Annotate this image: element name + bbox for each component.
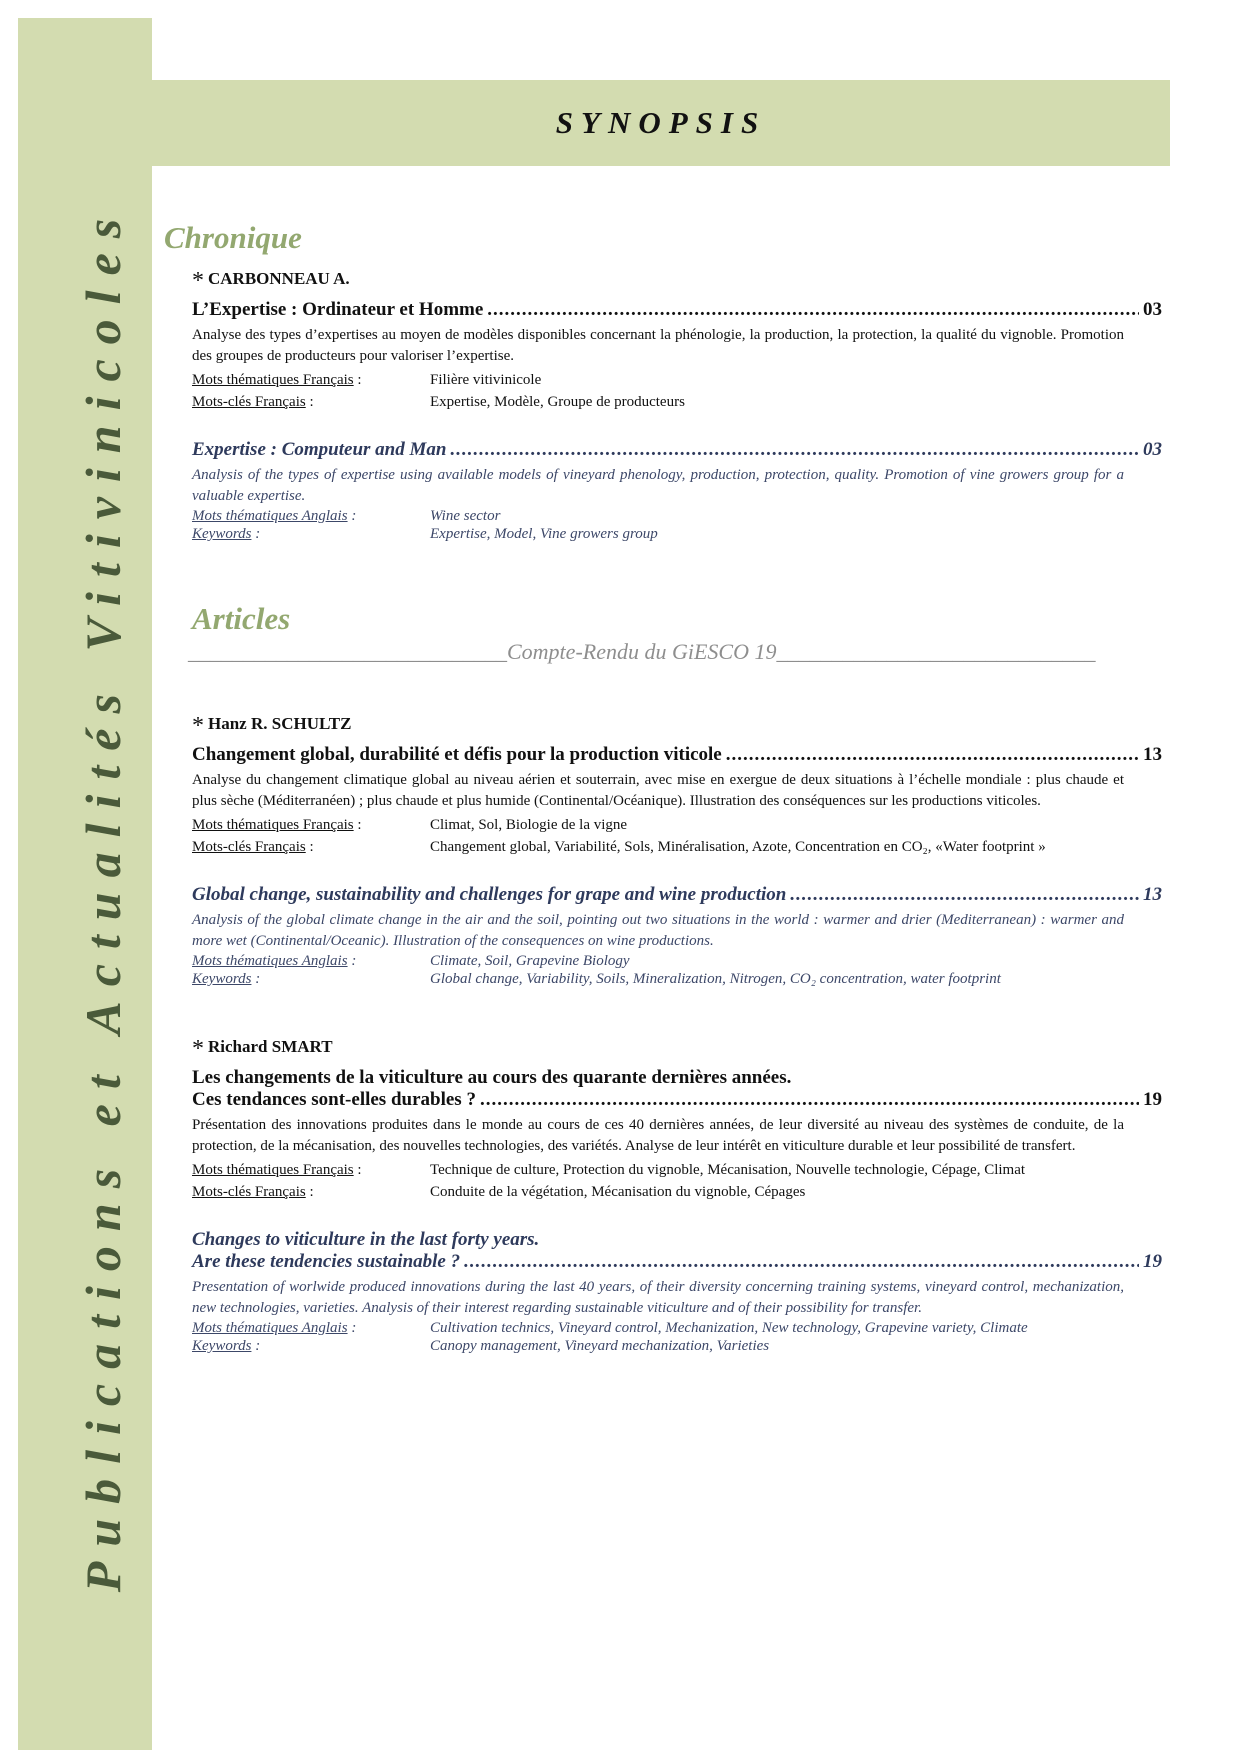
themes-row: Mots thématiques Français : Technique de culture, Protection du vignoble, Mécanisation, Nouvelle technologie, Cépage, Climat bbox=[192, 1162, 1026, 1178]
subsection-heading: _____________________________Compte-Rendu du GiESCO 19_____________________________ bbox=[188, 639, 1096, 664]
chronique-entry bbox=[192, 268, 1162, 543]
entry-summary: Analyse des types d’expertises au moyen de modèles disponibles concernant la phénologie, la production, la protection, la qualité du vignoble. Promotion des groupes de producteurs pour valoriser l’expertise. bbox=[192, 327, 1124, 364]
page-number: 03 bbox=[1143, 439, 1162, 460]
keywords-row-english: Keywords : Expertise, Model, Vine growers group bbox=[192, 526, 658, 542]
entry-title[interactable]: Ces tendances sont-elles durables ? ..... 19 bbox=[192, 1089, 1162, 1111]
section-heading-articles: Articles bbox=[192, 601, 291, 636]
entry-author: * Hanz R. SCHULTZ bbox=[192, 713, 352, 739]
english-block bbox=[192, 884, 1162, 988]
entry-title-first-line[interactable]: Les changements de la viticulture au cours des quarante dernières années. bbox=[192, 1067, 792, 1088]
synopsis-banner bbox=[152, 80, 1170, 166]
keywords-row: Mots-clés Français : Expertise, Modèle, Groupe de producteurs bbox=[192, 394, 685, 410]
dot-leader bbox=[726, 744, 1139, 766]
synopsis-content bbox=[164, 220, 1162, 1355]
sidebar-band bbox=[18, 18, 152, 1750]
keywords-row: Mots-clés Français : Changement global, Variabilité, Sols, Minéralisation, Azote, Concentration en CO₂, «Water footprint » bbox=[192, 839, 1046, 855]
articles-section bbox=[188, 601, 1162, 1355]
entry-title[interactable]: L’Expertise : Ordinateur et Homme ..... 03 bbox=[192, 299, 1162, 321]
page-number: 19 bbox=[1143, 1089, 1162, 1110]
section-heading-chronique: Chronique bbox=[164, 220, 302, 255]
dot-leader bbox=[487, 299, 1139, 321]
entry-title-english[interactable]: Are these tendencies sustainable ? ..... 19 bbox=[192, 1251, 1162, 1273]
article-entry bbox=[192, 1036, 1162, 1355]
keywords-row-english: Keywords : Global change, Variability, Soils, Mineralization, Nitrogen, CO₂ concentration, water footprint bbox=[192, 971, 1001, 987]
entry-summary: Présentation des innovations produites dans le monde au cours de ces 40 dernières années, de leur diversité au niveau des systèmes de conduite, de la protection, de la mécanisation, des nouvelles technologies, des variétés. Analyse de leur intérêt en viticulture durable et leur possibilité de transfert. bbox=[192, 1117, 1124, 1154]
page-number: 19 bbox=[1143, 1251, 1162, 1272]
asterisk-bullet: * bbox=[192, 1036, 204, 1062]
page-number: 03 bbox=[1143, 299, 1162, 320]
english-block bbox=[192, 1229, 1162, 1355]
french-block bbox=[192, 744, 1162, 856]
entry-title-english[interactable]: Expertise : Computeur and Man ..... 03 bbox=[192, 439, 1162, 461]
themes-row-english: Mots thématiques Anglais : Climate, Soil, Grapevine Biology bbox=[192, 953, 630, 969]
entry-summary: Analyse du changement climatique global au niveau aérien et souterrain, avec mise en exergue de deux situations à l’échelle mondiale : plus chaude et plus sèche (Méditerranéen) ; plus chaude et plus humide (Continental/Océanique). Illustration des conséquences sur les productions viticoles. bbox=[192, 772, 1124, 809]
entry-title-english[interactable]: Global change, sustainability and challenges for grape and wine production ..... 13 bbox=[192, 884, 1162, 906]
asterisk-bullet: * bbox=[192, 713, 204, 739]
keywords-row: Mots-clés Français : Conduite de la végétation, Mécanisation du vignoble, Cépages bbox=[192, 1184, 806, 1200]
themes-row: Mots thématiques Français : Filière vitivinicole bbox=[192, 372, 542, 388]
french-block bbox=[192, 1067, 1162, 1201]
entry-author: * Richard SMART bbox=[192, 1036, 333, 1062]
english-block bbox=[192, 439, 1162, 543]
entry-summary-english: Analysis of the global climate change in the air and the soil, pointing out two situations in the world : warmer and drier (Mediterranean) : warmer and more wet (Continental/Oceanic). Illustration of the consequences on wine productions. bbox=[192, 912, 1124, 949]
dot-leader bbox=[790, 884, 1139, 906]
page-title: SYNOPSIS bbox=[555, 105, 767, 140]
entry-author: * CARBONNEAU A. bbox=[192, 268, 350, 294]
dot-leader bbox=[480, 1089, 1139, 1111]
page-number: 13 bbox=[1143, 884, 1162, 905]
themes-row: Mots thématiques Français : Climat, Sol, Biologie de la vigne bbox=[192, 817, 628, 833]
french-block bbox=[192, 299, 1162, 411]
themes-row-english: Mots thématiques Anglais : Wine sector bbox=[192, 508, 501, 524]
entry-title-first-line-english[interactable]: Changes to viticulture in the last forty years. bbox=[192, 1229, 540, 1250]
themes-row-english: Mots thématiques Anglais : Cultivation technics, Vineyard control, Mechanization, New technology, Grapevine variety, Climate bbox=[192, 1320, 1028, 1336]
article-entry bbox=[192, 713, 1162, 988]
entry-summary-english: Presentation of worlwide produced innovations during the last 40 years, of their diversity concerning training systems, vineyard control, mechanization, new technologies, varieties. Analysis of their interest regarding sustainable viticulture and of their possibility for transfer. bbox=[192, 1279, 1124, 1316]
vertical-publication-title: Publications et Actualités Vitivinicoles bbox=[75, 203, 131, 1593]
entry-summary-english: Analysis of the types of expertise using available models of vineyard phenology, production, protection, quality. Promotion of vine growers group for a valuable expertise. bbox=[192, 467, 1124, 504]
entry-title[interactable]: Changement global, durabilité et défis pour la production viticole ..... 13 bbox=[192, 744, 1162, 766]
dot-leader bbox=[464, 1251, 1139, 1273]
dot-leader bbox=[450, 439, 1139, 461]
asterisk-bullet: * bbox=[192, 268, 204, 294]
keywords-row-english: Keywords : Canopy management, Vineyard mechanization, Varieties bbox=[192, 1338, 770, 1354]
page-number: 13 bbox=[1143, 744, 1162, 765]
